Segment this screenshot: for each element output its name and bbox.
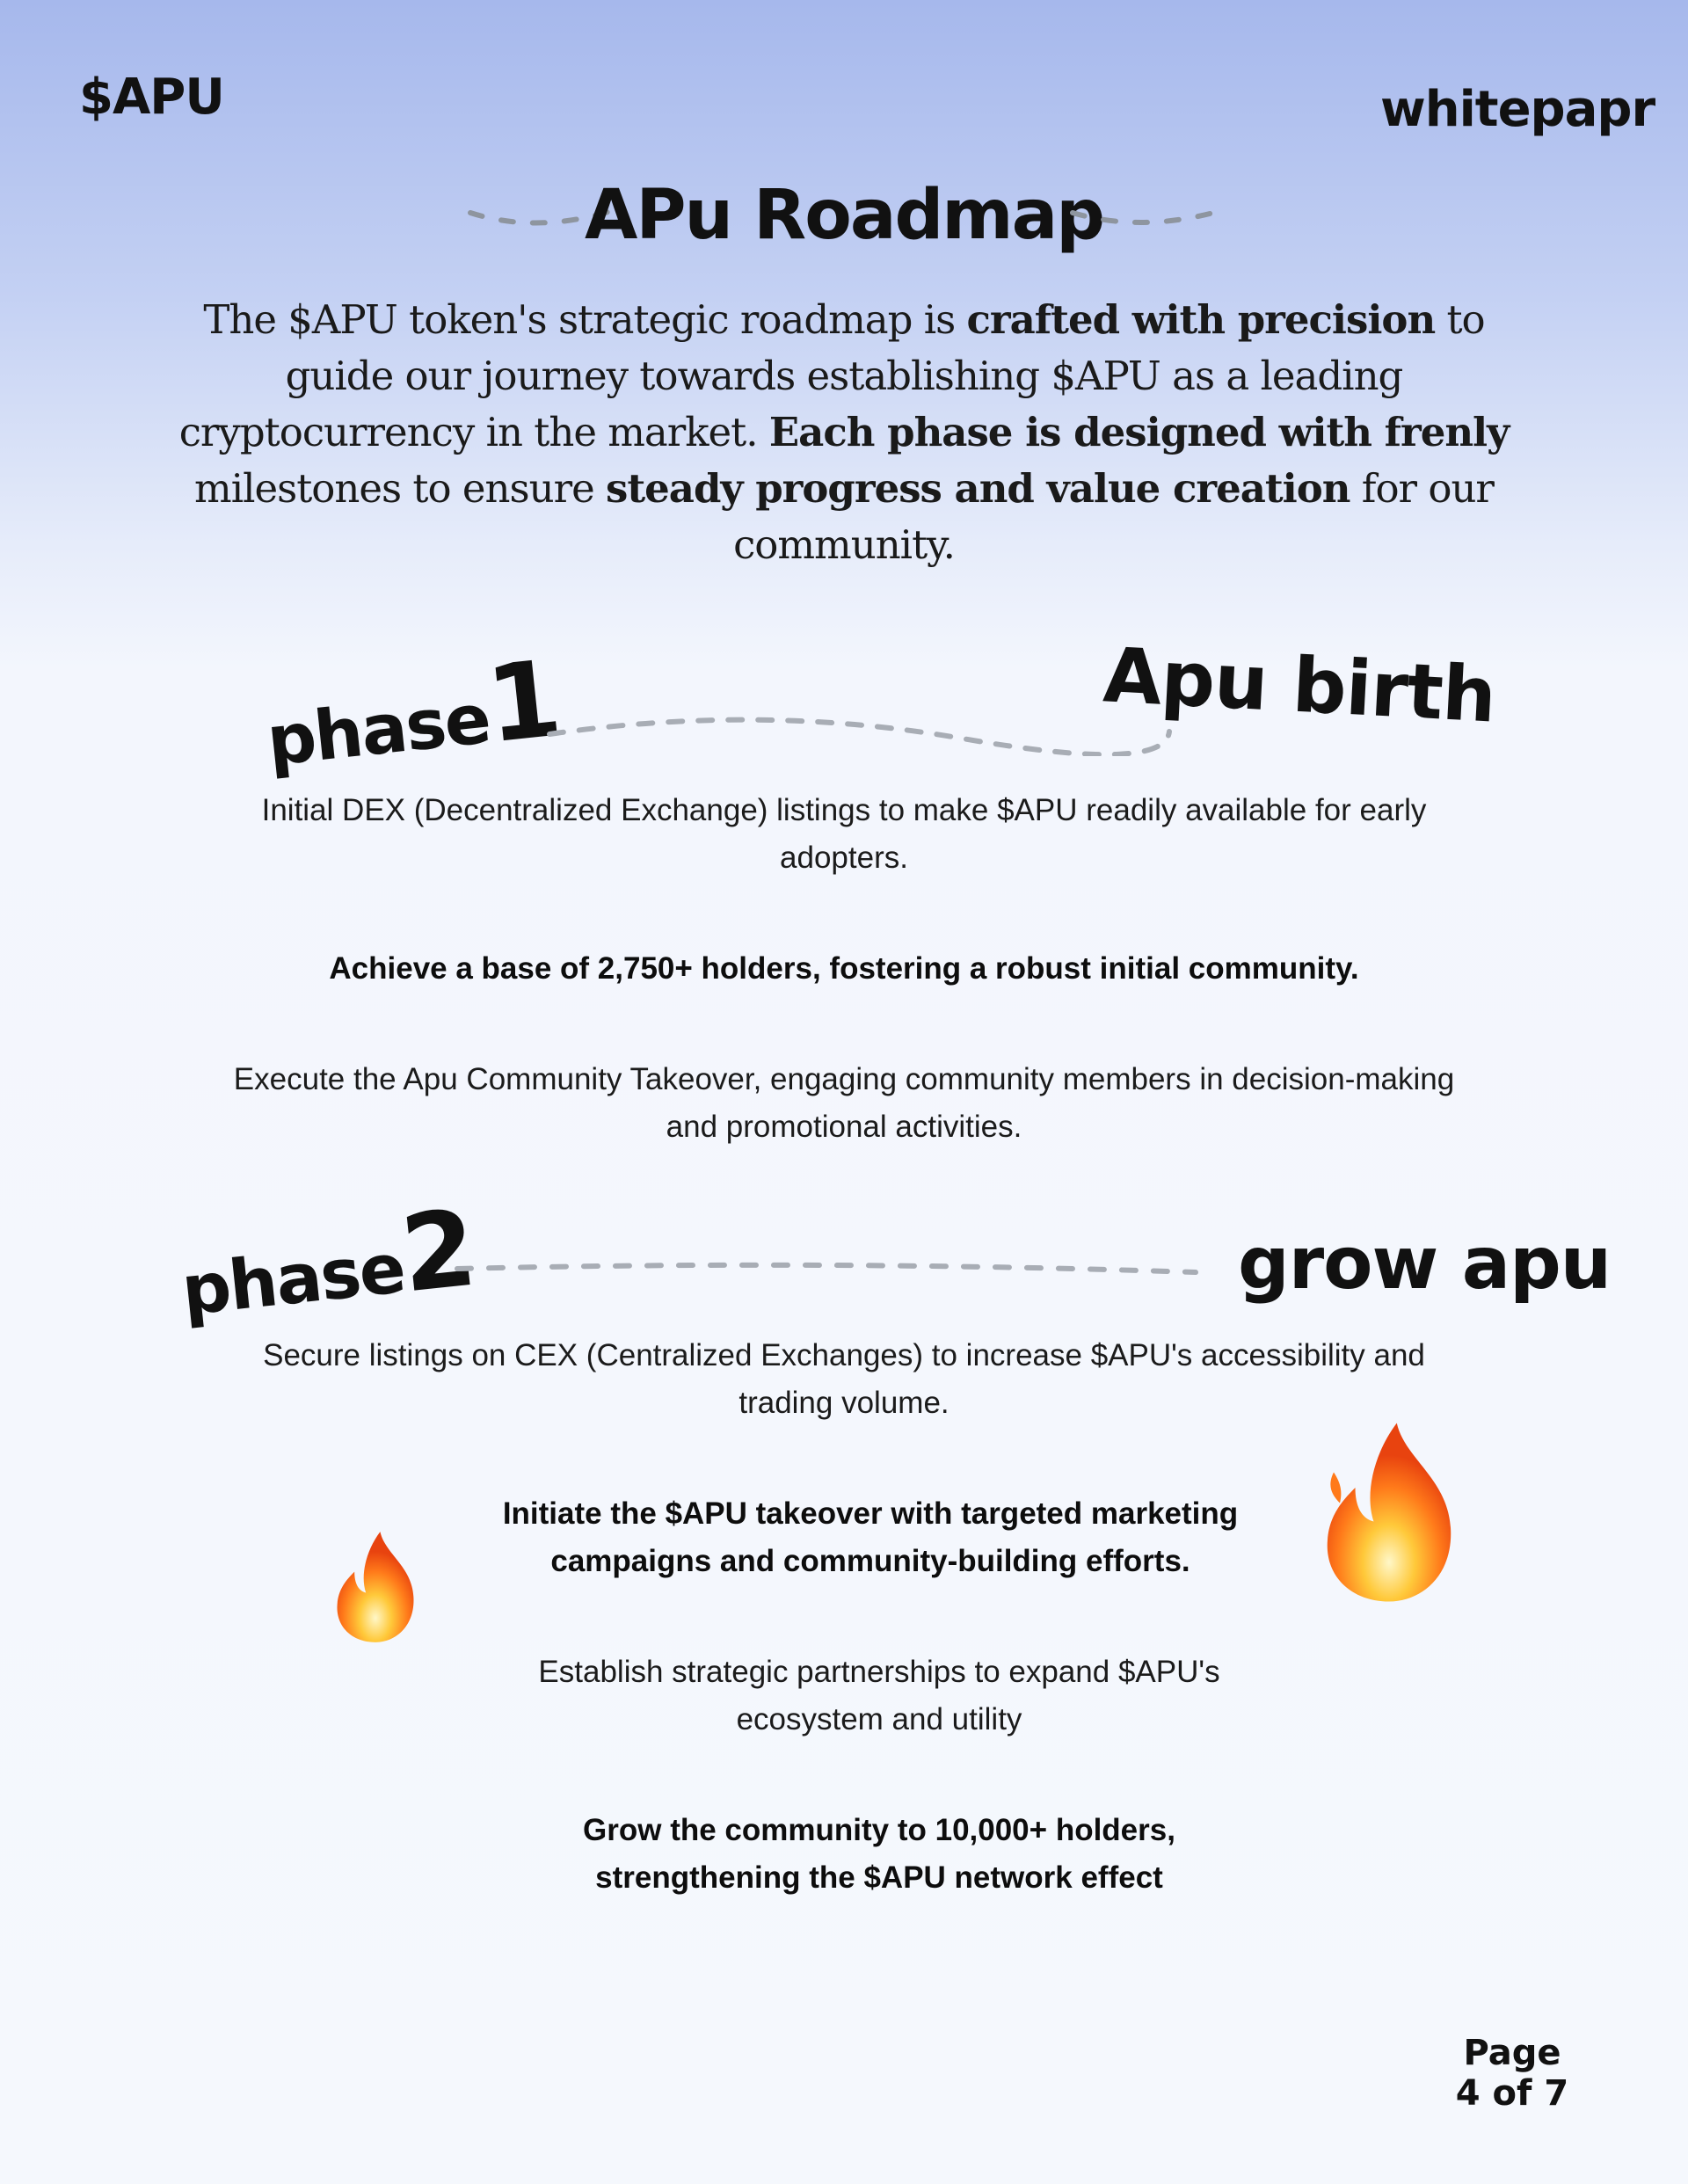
phase-1-item: Execute the Apu Community Takeover, engaging community members in decision-making and promotional activities.: [233, 1062, 1455, 1144]
phase-number: 1: [481, 637, 567, 768]
phase-1-item: Initial DEX (Decentralized Exchange) listings to make $APU readily available for early adopters.: [261, 793, 1427, 875]
intro-text: milestones to ensure: [194, 465, 607, 512]
page-count: 4 of 7: [1455, 2073, 1569, 2114]
phase-1-name: Apu birth: [1101, 631, 1498, 740]
intro-emphasis: Each phase is designed with frenly: [768, 409, 1510, 455]
title-dash-right: [1068, 200, 1218, 236]
phase-2-dashed-connector: [448, 1253, 1204, 1288]
phase-number: 2: [396, 1187, 482, 1317]
intro-text: The $APU token's strategic roadmap is: [203, 296, 967, 343]
phase-2-name: grow apu: [1238, 1222, 1612, 1306]
intro-emphasis: crafted with precision: [966, 296, 1436, 343]
intro-emphasis: steady progress and value creation: [606, 465, 1350, 512]
phase-1-dashed-connector: [541, 703, 1174, 756]
section-label: whitepapr: [1380, 81, 1655, 138]
phase-2-item: Secure listings on CEX (Centralized Exchanges) to increase $APU's accessibility and trading volume.: [263, 1338, 1425, 1420]
phase-label: phase: [263, 680, 493, 783]
phase-1-item: Achieve a base of 2,750+ holders, fostering a robust initial community.: [329, 951, 1359, 986]
fire-icon: [1310, 1420, 1468, 1605]
page-word: Page: [1463, 2033, 1561, 2073]
fire-icon: [327, 1530, 424, 1644]
page-title: APu Roadmap: [584, 176, 1104, 255]
intro-text: to guide our journey towards establishing $APU as a leading cryptocurrency in the market.: [178, 296, 1485, 455]
phase-label: phase: [178, 1229, 408, 1332]
phase-2-heading: [174, 1188, 482, 1340]
brand-logo: $APU: [79, 69, 224, 126]
phase-2-item: Initiate the $APU takeover with targeted marketing campaigns and community-building efforts.: [502, 1496, 1239, 1578]
phase-1-heading: [259, 638, 567, 790]
phase-2-item: Grow the community to 10,000+ holders, strengthening the $APU network effect: [583, 1813, 1175, 1895]
intro-text: for our community.: [733, 465, 1494, 568]
intro-paragraph: [176, 292, 1512, 573]
phase-2-item: Establish strategic partnerships to expand $APU's ecosystem and utility: [538, 1655, 1220, 1736]
page-indicator: [1442, 2033, 1582, 2114]
